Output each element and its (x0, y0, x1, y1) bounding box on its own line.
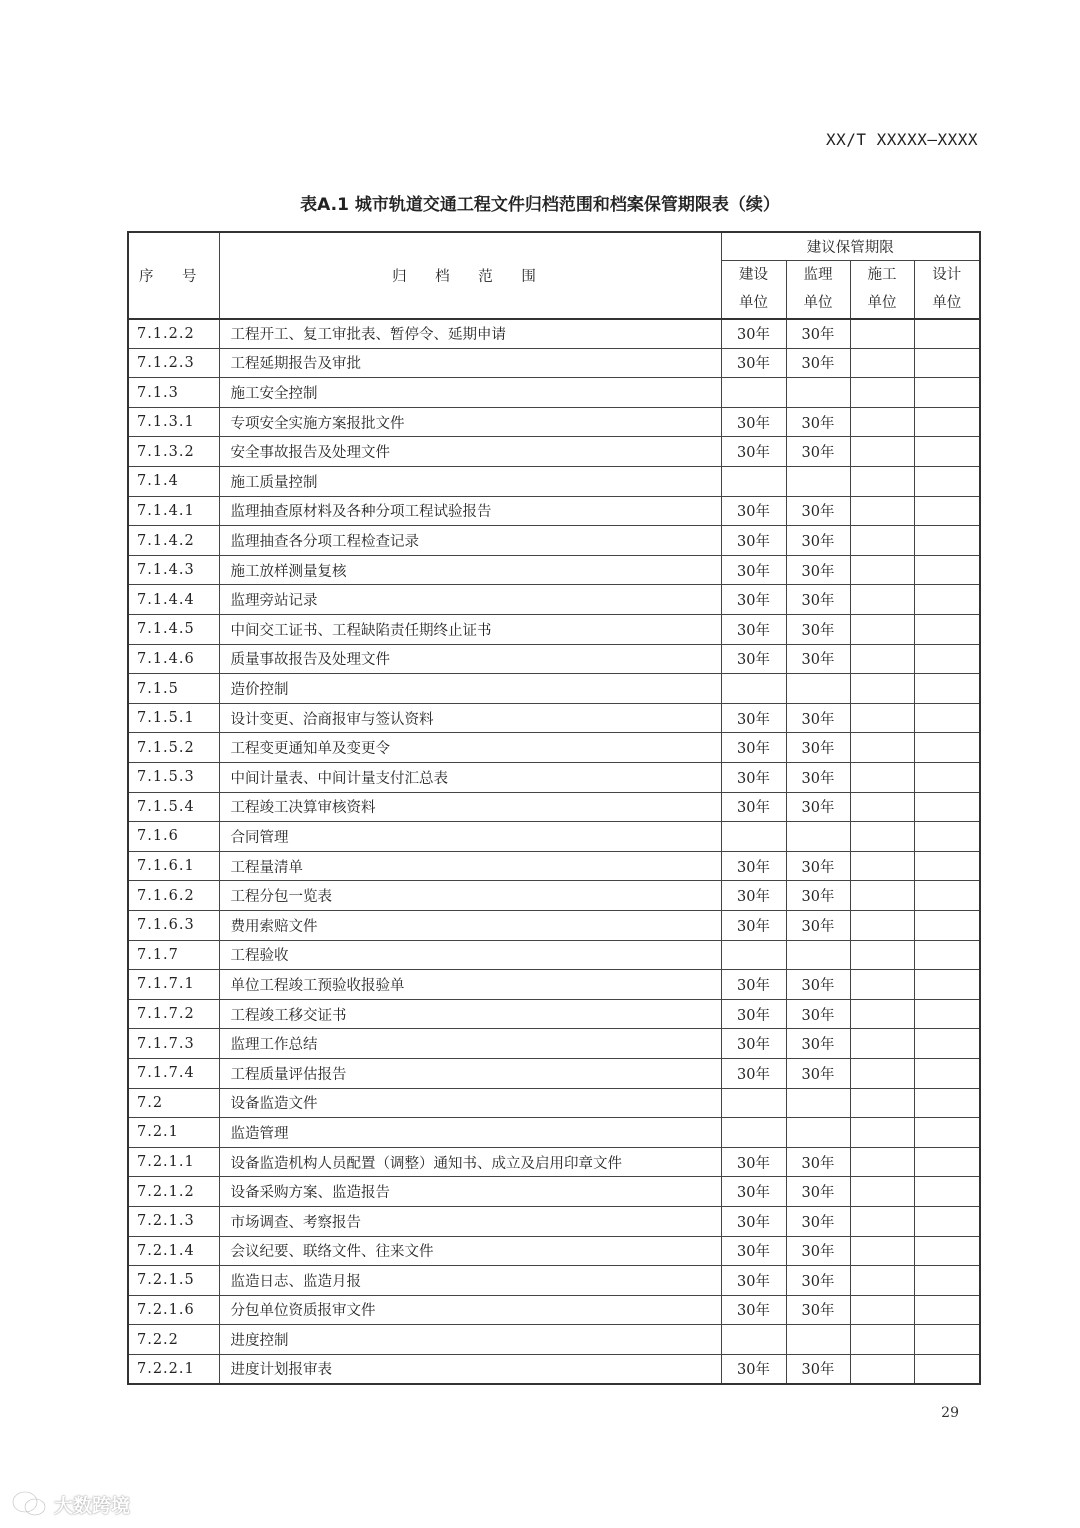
row-period-contractor (850, 703, 914, 733)
row-seq: 7.1.5.1 (128, 703, 219, 733)
wechat-logo-icon (10, 1490, 50, 1518)
row-period-contractor (850, 644, 914, 674)
row-period-supervision: 30年 (786, 319, 850, 349)
row-scope: 设备采购方案、监造报告 (219, 1177, 721, 1207)
row-period-design (914, 999, 980, 1029)
row-period-design (914, 407, 980, 437)
row-seq: 7.1.7.4 (128, 1058, 219, 1088)
row-period-supervision (786, 1118, 850, 1148)
row-period-design (914, 348, 980, 378)
row-scope: 设备监造文件 (219, 1088, 721, 1118)
row-period-construction: 30年 (721, 1029, 786, 1059)
row-period-supervision: 30年 (786, 851, 850, 881)
row-period-construction: 30年 (721, 792, 786, 822)
row-period-design (914, 319, 980, 349)
row-period-construction: 30年 (721, 348, 786, 378)
row-period-design (914, 1058, 980, 1088)
row-period-supervision: 30年 (786, 1354, 850, 1384)
table-row (128, 1325, 980, 1355)
table-title: 表A.1 城市轨道交通工程文件归档范围和档案保管期限表（续） (300, 195, 780, 215)
row-period-supervision: 30年 (786, 526, 850, 556)
table-row (128, 644, 980, 674)
row-scope: 监造日志、监造月报 (219, 1266, 721, 1296)
row-period-contractor (850, 792, 914, 822)
row-scope: 监造管理 (219, 1118, 721, 1148)
table-row (128, 792, 980, 822)
row-period-contractor (850, 970, 914, 1000)
row-period-construction: 30年 (721, 970, 786, 1000)
row-period-construction (721, 1118, 786, 1148)
table-row (128, 1058, 980, 1088)
row-seq: 7.1.6 (128, 822, 219, 852)
row-seq: 7.1.5.3 (128, 763, 219, 793)
row-period-design (914, 615, 980, 645)
row-period-contractor (850, 999, 914, 1029)
row-period-construction: 30年 (721, 733, 786, 763)
row-period-contractor (850, 733, 914, 763)
row-seq: 7.1.5.2 (128, 733, 219, 763)
table-row (128, 1088, 980, 1118)
row-scope: 监理抽查原材料及各种分项工程试验报告 (219, 496, 721, 526)
row-seq: 7.2 (128, 1088, 219, 1118)
header-period-contractor-unit: 施工 单位 (850, 261, 914, 319)
table-row (128, 585, 980, 615)
row-seq: 7.1.4 (128, 467, 219, 497)
table-row (128, 1236, 980, 1266)
table-row (128, 674, 980, 704)
row-period-design (914, 437, 980, 467)
row-period-contractor (850, 674, 914, 704)
row-scope: 进度控制 (219, 1325, 721, 1355)
row-period-design (914, 1236, 980, 1266)
row-scope: 工程竣工决算审核资料 (219, 792, 721, 822)
row-period-construction: 30年 (721, 1147, 786, 1177)
table-row (128, 733, 980, 763)
row-period-contractor (850, 319, 914, 349)
row-period-construction: 30年 (721, 496, 786, 526)
row-period-supervision: 30年 (786, 437, 850, 467)
row-period-contractor (850, 1058, 914, 1088)
row-scope: 专项安全实施方案报批文件 (219, 407, 721, 437)
row-period-design (914, 763, 980, 793)
header-period-group: 建议保管期限 (721, 232, 980, 261)
row-period-construction (721, 674, 786, 704)
row-period-contractor (850, 1325, 914, 1355)
row-period-supervision: 30年 (786, 1295, 850, 1325)
row-period-design (914, 792, 980, 822)
table-row (128, 407, 980, 437)
row-period-design (914, 733, 980, 763)
row-period-supervision: 30年 (786, 496, 850, 526)
row-period-contractor (850, 437, 914, 467)
row-period-design (914, 1325, 980, 1355)
row-period-contractor (850, 763, 914, 793)
row-period-design (914, 674, 980, 704)
row-period-contractor (850, 1266, 914, 1296)
row-period-construction: 30年 (721, 851, 786, 881)
row-period-design (914, 970, 980, 1000)
row-period-contractor (850, 496, 914, 526)
row-period-contractor (850, 1029, 914, 1059)
row-scope: 会议纪要、联络文件、往来文件 (219, 1236, 721, 1266)
row-seq: 7.2.1 (128, 1118, 219, 1148)
row-period-construction: 30年 (721, 407, 786, 437)
table-header (128, 232, 980, 319)
row-period-supervision: 30年 (786, 881, 850, 911)
row-scope: 工程开工、复工审批表、暂停令、延期申请 (219, 319, 721, 349)
row-scope: 工程量清单 (219, 851, 721, 881)
row-seq: 7.1.5 (128, 674, 219, 704)
watermark (10, 1490, 130, 1518)
row-seq: 7.1.5.4 (128, 792, 219, 822)
table-body (128, 319, 980, 1384)
row-period-supervision: 30年 (786, 615, 850, 645)
row-period-design (914, 822, 980, 852)
row-seq: 7.1.7 (128, 940, 219, 970)
row-scope: 设备监造机构人员配置（调整）通知书、成立及启用印章文件 (219, 1147, 721, 1177)
row-period-supervision: 30年 (786, 792, 850, 822)
row-period-design (914, 1354, 980, 1384)
row-period-supervision: 30年 (786, 999, 850, 1029)
table-row (128, 319, 980, 349)
row-period-contractor (850, 378, 914, 408)
row-period-design (914, 1266, 980, 1296)
row-period-supervision: 30年 (786, 1206, 850, 1236)
row-period-supervision (786, 1325, 850, 1355)
row-scope: 分包单位资质报审文件 (219, 1295, 721, 1325)
row-seq: 7.1.7.3 (128, 1029, 219, 1059)
row-period-supervision: 30年 (786, 407, 850, 437)
row-period-construction: 30年 (721, 1206, 786, 1236)
row-scope: 中间计量表、中间计量支付汇总表 (219, 763, 721, 793)
row-period-design (914, 644, 980, 674)
table-row (128, 1206, 980, 1236)
row-seq: 7.1.3.2 (128, 437, 219, 467)
row-period-construction: 30年 (721, 1177, 786, 1207)
row-scope: 中间交工证书、工程缺陷责任期终止证书 (219, 615, 721, 645)
row-period-construction (721, 822, 786, 852)
row-period-supervision: 30年 (786, 763, 850, 793)
row-period-construction: 30年 (721, 763, 786, 793)
row-period-contractor (850, 467, 914, 497)
row-scope: 工程验收 (219, 940, 721, 970)
row-period-construction: 30年 (721, 1236, 786, 1266)
row-period-contractor (850, 1354, 914, 1384)
row-seq: 7.1.7.1 (128, 970, 219, 1000)
row-period-design (914, 910, 980, 940)
row-period-supervision: 30年 (786, 1266, 850, 1296)
row-period-contractor (850, 407, 914, 437)
standard-code: XX/T XXXXX—XXXX (826, 130, 978, 149)
table-row (128, 1266, 980, 1296)
row-seq: 7.2.1.1 (128, 1147, 219, 1177)
row-scope: 监理工作总结 (219, 1029, 721, 1059)
row-period-design (914, 851, 980, 881)
row-period-construction (721, 1325, 786, 1355)
row-period-contractor (850, 526, 914, 556)
table-row (128, 763, 980, 793)
row-period-supervision: 30年 (786, 555, 850, 585)
row-seq: 7.2.1.4 (128, 1236, 219, 1266)
row-period-design (914, 1295, 980, 1325)
row-seq: 7.1.3 (128, 378, 219, 408)
row-period-supervision: 30年 (786, 1236, 850, 1266)
page-number: 29 (941, 1405, 959, 1421)
row-seq: 7.2.2.1 (128, 1354, 219, 1384)
row-period-construction: 30年 (721, 910, 786, 940)
row-period-construction (721, 378, 786, 408)
row-period-contractor (850, 615, 914, 645)
row-period-construction (721, 1088, 786, 1118)
row-period-design (914, 1147, 980, 1177)
row-seq: 7.1.2.2 (128, 319, 219, 349)
row-period-contractor (850, 1147, 914, 1177)
row-seq: 7.1.4.5 (128, 615, 219, 645)
table-row (128, 1177, 980, 1207)
row-period-supervision: 30年 (786, 1029, 850, 1059)
row-scope: 进度计划报审表 (219, 1354, 721, 1384)
row-period-supervision: 30年 (786, 910, 850, 940)
row-scope: 工程延期报告及审批 (219, 348, 721, 378)
row-scope: 监理旁站记录 (219, 585, 721, 615)
row-period-design (914, 526, 980, 556)
row-period-construction: 30年 (721, 319, 786, 349)
row-period-design (914, 378, 980, 408)
row-scope: 施工质量控制 (219, 467, 721, 497)
row-seq: 7.1.4.2 (128, 526, 219, 556)
row-scope: 施工放样测量复核 (219, 555, 721, 585)
row-seq: 7.1.3.1 (128, 407, 219, 437)
row-period-contractor (850, 822, 914, 852)
table-row (128, 703, 980, 733)
row-period-supervision (786, 674, 850, 704)
row-period-design (914, 496, 980, 526)
row-period-contractor (850, 555, 914, 585)
table-row (128, 348, 980, 378)
row-scope: 监理抽查各分项工程检查记录 (219, 526, 721, 556)
archive-table (127, 231, 981, 1385)
row-period-design (914, 1177, 980, 1207)
row-scope: 费用索赔文件 (219, 910, 721, 940)
row-period-construction: 30年 (721, 585, 786, 615)
row-period-supervision: 30年 (786, 1177, 850, 1207)
row-scope: 施工安全控制 (219, 378, 721, 408)
row-period-contractor (850, 1206, 914, 1236)
row-period-supervision: 30年 (786, 970, 850, 1000)
table-row (128, 467, 980, 497)
row-seq: 7.2.1.3 (128, 1206, 219, 1236)
row-period-supervision: 30年 (786, 703, 850, 733)
row-period-contractor (850, 1236, 914, 1266)
row-period-supervision: 30年 (786, 1147, 850, 1177)
row-period-design (914, 881, 980, 911)
row-scope: 安全事故报告及处理文件 (219, 437, 721, 467)
table-row (128, 555, 980, 585)
table-row (128, 851, 980, 881)
row-period-contractor (850, 910, 914, 940)
row-period-construction: 30年 (721, 615, 786, 645)
row-scope: 合同管理 (219, 822, 721, 852)
header-period-supervision-unit: 监理 单位 (786, 261, 850, 319)
row-period-supervision (786, 940, 850, 970)
row-period-design (914, 585, 980, 615)
row-scope: 市场调查、考察报告 (219, 1206, 721, 1236)
table-row (128, 999, 980, 1029)
row-period-design (914, 1029, 980, 1059)
row-period-construction: 30年 (721, 1058, 786, 1088)
row-scope: 工程竣工移交证书 (219, 999, 721, 1029)
row-period-contractor (850, 940, 914, 970)
table-row (128, 1029, 980, 1059)
row-seq: 7.1.6.2 (128, 881, 219, 911)
row-period-construction: 30年 (721, 1266, 786, 1296)
watermark-text: 大数跨境 (54, 1494, 131, 1517)
row-period-supervision (786, 378, 850, 408)
row-period-supervision: 30年 (786, 644, 850, 674)
row-seq: 7.1.4.6 (128, 644, 219, 674)
row-period-construction (721, 467, 786, 497)
row-period-construction: 30年 (721, 644, 786, 674)
row-period-contractor (850, 881, 914, 911)
row-period-construction: 30年 (721, 555, 786, 585)
row-seq: 7.2.1.5 (128, 1266, 219, 1296)
row-period-design (914, 940, 980, 970)
table-row (128, 526, 980, 556)
row-period-supervision: 30年 (786, 348, 850, 378)
header-scope: 归 档 范 围 (219, 232, 721, 319)
table-row (128, 1295, 980, 1325)
row-period-construction: 30年 (721, 703, 786, 733)
row-period-construction: 30年 (721, 437, 786, 467)
row-period-design (914, 1118, 980, 1148)
table-row (128, 910, 980, 940)
row-scope: 工程变更通知单及变更令 (219, 733, 721, 763)
row-period-supervision: 30年 (786, 585, 850, 615)
row-period-construction: 30年 (721, 526, 786, 556)
row-period-contractor (850, 585, 914, 615)
row-period-construction: 30年 (721, 1354, 786, 1384)
table-row (128, 881, 980, 911)
row-period-supervision: 30年 (786, 1058, 850, 1088)
table-row (128, 1354, 980, 1384)
row-seq: 7.2.2 (128, 1325, 219, 1355)
row-period-design (914, 1206, 980, 1236)
table-row (128, 970, 980, 1000)
row-period-construction: 30年 (721, 999, 786, 1029)
row-seq: 7.1.4.3 (128, 555, 219, 585)
header-period-design-unit: 设计 单位 (914, 261, 980, 319)
row-period-design (914, 703, 980, 733)
header-period-construction-unit: 建设 单位 (721, 261, 786, 319)
row-seq: 7.1.7.2 (128, 999, 219, 1029)
row-period-design (914, 467, 980, 497)
row-period-construction: 30年 (721, 1295, 786, 1325)
table-row (128, 496, 980, 526)
row-seq: 7.2.1.2 (128, 1177, 219, 1207)
row-seq: 7.1.6.3 (128, 910, 219, 940)
row-period-supervision (786, 822, 850, 852)
row-scope: 工程质量评估报告 (219, 1058, 721, 1088)
row-seq: 7.1.4.1 (128, 496, 219, 526)
table-row (128, 1118, 980, 1148)
row-period-construction (721, 940, 786, 970)
table-row (128, 940, 980, 970)
table-row (128, 615, 980, 645)
row-period-supervision (786, 467, 850, 497)
row-period-contractor (850, 1295, 914, 1325)
header-seq: 序 号 (128, 232, 219, 319)
row-period-contractor (850, 851, 914, 881)
table-row (128, 378, 980, 408)
row-period-supervision: 30年 (786, 733, 850, 763)
row-seq: 7.2.1.6 (128, 1295, 219, 1325)
row-period-supervision (786, 1088, 850, 1118)
row-scope: 质量事故报告及处理文件 (219, 644, 721, 674)
row-period-contractor (850, 348, 914, 378)
row-period-contractor (850, 1118, 914, 1148)
row-scope: 造价控制 (219, 674, 721, 704)
table-row (128, 822, 980, 852)
row-period-design (914, 555, 980, 585)
table-row (128, 437, 980, 467)
row-period-design (914, 1088, 980, 1118)
row-period-construction: 30年 (721, 881, 786, 911)
row-seq: 7.1.6.1 (128, 851, 219, 881)
row-seq: 7.1.2.3 (128, 348, 219, 378)
row-scope: 单位工程竣工预验收报验单 (219, 970, 721, 1000)
row-scope: 工程分包一览表 (219, 881, 721, 911)
row-period-contractor (850, 1088, 914, 1118)
row-seq: 7.1.4.4 (128, 585, 219, 615)
row-period-contractor (850, 1177, 914, 1207)
row-scope: 设计变更、洽商报审与签认资料 (219, 703, 721, 733)
table-row (128, 1147, 980, 1177)
